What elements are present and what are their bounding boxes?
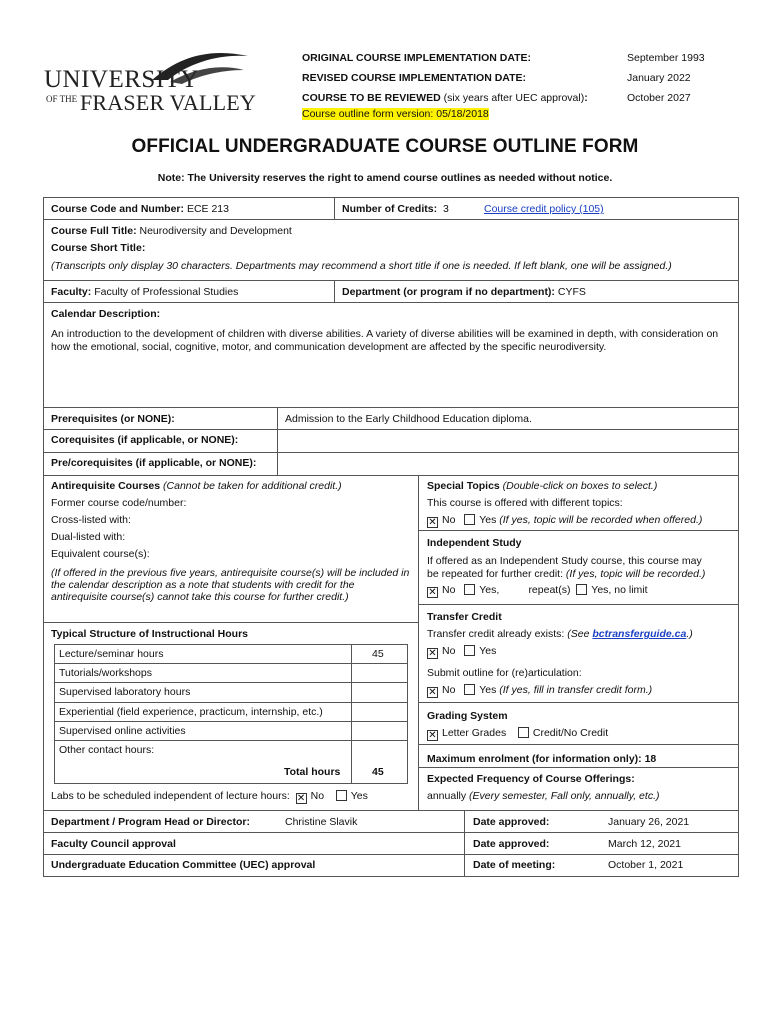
labs-row: Labs to be scheduled independent of lecture hours: ✕ No Yes [51, 790, 368, 804]
st-no-checkbox[interactable]: ✕ [428, 517, 437, 528]
grading-options: ✕ Letter Grades Credit/No Credit [428, 727, 609, 741]
credits: Number of Credits: 3 [342, 203, 449, 215]
labs-no-checkbox[interactable]: ✕ [296, 793, 306, 804]
special-topics-options: ✕ No Yes (If yes, topic will be recorded when offered.) [428, 514, 703, 528]
credit-policy-link[interactable]: Course credit policy (105) [484, 203, 604, 215]
faculty: Faculty: Faculty of Professional Studies [51, 286, 239, 298]
submit-yes-checkbox[interactable] [464, 684, 475, 695]
calendar-label: Calendar Description: [51, 308, 161, 320]
form-version: Course outline form version: 05/18/2018 [302, 108, 489, 120]
transfer-credit-text: Transfer credit already exists: (See bctransferguide.ca.) [427, 628, 693, 640]
date-approved-1-value: January 26, 2021 [608, 816, 690, 828]
page-title: OFFICIAL UNDERGRADUATE COURSE OUTLINE FORM [131, 136, 639, 157]
date-approved-2-value: March 12, 2021 [608, 838, 681, 850]
total-hours-label: Total hours [284, 766, 341, 778]
submit-outline-text: Submit outline for (re)articulation: [427, 667, 582, 679]
tc-yes-checkbox[interactable] [464, 645, 475, 656]
credit-no-credit-checkbox[interactable] [518, 727, 529, 738]
tc-no-checkbox[interactable]: ✕ [428, 648, 437, 659]
frequency-value: annually (Every semester, Fall only, annually, etc.) [427, 790, 660, 802]
transfer-credit-heading: Transfer Credit [427, 611, 502, 623]
course-code: Course Code and Number: ECE 213 [51, 203, 229, 215]
review-date-value: October 2027 [627, 92, 691, 104]
rev-date-value: January 2022 [627, 72, 691, 84]
full-title: Course Full Title: Neurodiversity and Development [51, 225, 292, 237]
independent-study-text2: be repeated for further credit: (If yes, topic will be recorded.) [427, 568, 706, 580]
faculty-council-label: Faculty Council approval [51, 838, 176, 850]
dept-head-value: Christine Slavik [285, 816, 358, 828]
submit-outline-options: ✕ No Yes (If yes, fill in transfer credit form.) [428, 684, 653, 698]
hours-row-label: Lecture/seminar hours [59, 648, 164, 660]
frequency-heading: Expected Frequency of Course Offerings: [427, 773, 635, 785]
date-meeting-value: October 1, 2021 [608, 859, 684, 871]
logo-fraser-valley: FRASER VALLEY [80, 90, 256, 115]
orig-date-label: ORIGINAL COURSE IMPLEMENTATION DATE: [302, 52, 532, 64]
max-enrolment: Maximum enrolment (for information only): 18 [427, 753, 657, 765]
hours-row-label: Other contact hours: [59, 744, 155, 756]
special-topics-heading: Special Topics (Double-click on boxes to select.) [427, 480, 658, 492]
equivalent-courses: Equivalent course(s): [51, 548, 150, 560]
hours-row-label: Tutorials/workshops [59, 667, 152, 679]
hours-row-label: Experiential (field experience, practicum, internship, etc.) [59, 706, 323, 718]
orig-date-value: September 1993 [627, 52, 705, 64]
labs-yes-checkbox[interactable] [336, 790, 347, 801]
special-topics-text: This course is offered with different topics: [427, 497, 623, 509]
review-date-line: COURSE TO BE REVIEWED (six years after UEC approval): [302, 92, 588, 104]
rev-date-label: REVISED COURSE IMPLEMENTATION DATE: [302, 72, 527, 84]
total-hours-value: 45 [372, 766, 384, 778]
is-nolimit-checkbox[interactable] [576, 584, 587, 595]
department: Department (or program if no department): CYFS [342, 286, 586, 298]
hours-row-label: Supervised laboratory hours [59, 686, 191, 698]
precoreq-label: Pre/corequisites (if applicable, or NONE): [51, 457, 257, 469]
transfer-credit-options: ✕ No Yes [428, 645, 497, 659]
hours-row-label: Supervised online activities [59, 725, 186, 737]
independent-study-text1: If offered as an Independent Study course, this course may [427, 555, 702, 567]
submit-no-checkbox[interactable]: ✕ [428, 687, 437, 698]
independent-study-heading: Independent Study [427, 537, 522, 549]
former-code: Former course code/number: [51, 497, 187, 509]
prereq-label: Prerequisites (or NONE): [51, 413, 175, 425]
independent-study-options: ✕ No Yes, repeat(s) Yes, no limit [428, 584, 648, 598]
uec-label: Undergraduate Education Committee (UEC) approval [51, 859, 316, 871]
coreq-label: Corequisites (if applicable, or NONE): [51, 434, 239, 446]
logo-of-the: OF THE [46, 94, 78, 104]
logo-university: UNIVERSITY [44, 66, 199, 93]
letter-grades-checkbox[interactable]: ✕ [428, 730, 437, 741]
calendar-description: An introduction to the development of children with diverse abilities. A variety of diverse abilities will be examined in depth, with consideration on how the emotional, social, cognitive, motor, and communication development are affected by the specific neurodiversity. [51, 328, 719, 353]
equivalent-note: (If offered in the previous five years, antirequisite course(s) will be included in the calendar description as a note that students with credit for the antirequisite course(s) cannot take this course for further credit.) [51, 567, 410, 603]
grading-heading: Grading System [427, 710, 508, 722]
date-approved-1-label: Date approved: [473, 816, 550, 828]
short-title-label: Course Short Title: [51, 242, 146, 254]
antireq-heading: Antirequisite Courses (Cannot be taken for additional credit.) [51, 480, 342, 492]
st-yes-checkbox[interactable] [464, 514, 475, 525]
is-yes-checkbox[interactable] [464, 584, 475, 595]
hours-heading: Typical Structure of Instructional Hours [51, 628, 248, 640]
hours-row-value[interactable]: 45 [372, 648, 384, 660]
prereq-value: Admission to the Early Childhood Education diploma. [285, 413, 532, 425]
dual-listed: Dual-listed with: [51, 531, 126, 543]
page-note: Note: The University reserves the right to amend course outlines as needed without notice. [157, 172, 613, 184]
dept-head-label: Department / Program Head or Director: [51, 816, 250, 828]
cross-listed: Cross-listed with: [51, 514, 131, 526]
is-no-checkbox[interactable]: ✕ [428, 587, 437, 598]
date-approved-2-label: Date approved: [473, 838, 550, 850]
transcript-note: (Transcripts only display 30 characters. Departments may recommend a short title if one is needed. If left blank, one will be assigned.) [51, 260, 672, 272]
bctransferguide-link[interactable]: bctransferguide.ca [592, 628, 687, 640]
date-meeting-label: Date of meeting: [473, 859, 556, 871]
